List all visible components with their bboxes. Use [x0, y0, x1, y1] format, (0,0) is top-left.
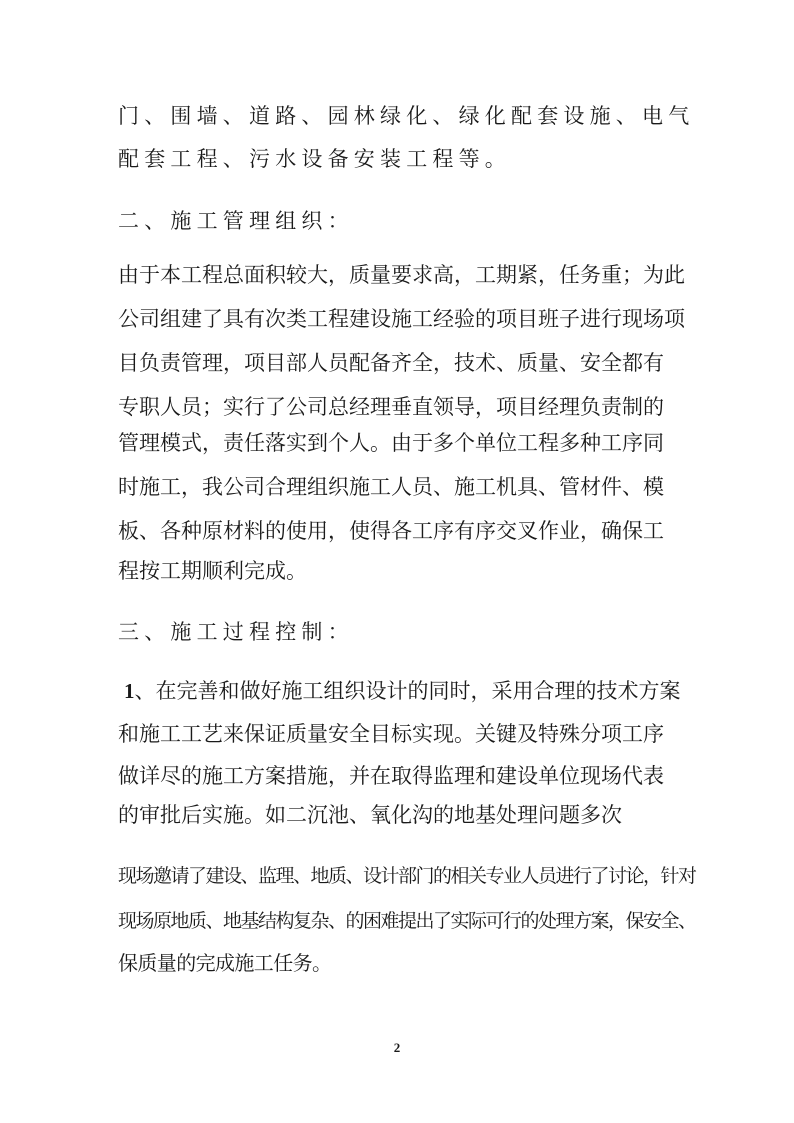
- paragraph-3-line-4: 的审批后实施。如二沉池、氧化沟的地基处理问题多次: [118, 803, 622, 827]
- paragraph-1-line-1: 门、围墙、道路、园林绿化、绿化配套设施、电气: [118, 104, 695, 128]
- page-number: 2: [393, 1040, 401, 1055]
- paragraph-1-line-2: 配套工程、污水设备安装工程等。: [118, 147, 511, 171]
- list-number: 1: [124, 679, 135, 703]
- paragraph-2-line-3: 目负责管理，项目部人员配备齐全，技术、质量、安全都有: [118, 351, 664, 375]
- paragraph-4-line-3: 保质量的完成施工任务。: [118, 951, 332, 975]
- paragraph-2-line-4: 专职人员；实行了公司总经理垂直领导，项目经理负责制的: [118, 395, 664, 419]
- paragraph-2-line-5: 管理模式，责任落实到个人。由于多个单位工程多种工序同: [118, 431, 664, 455]
- paragraph-3-line-3: 做详尽的施工方案措施，并在取得监理和建设单位现场代表: [118, 764, 664, 788]
- paragraph-2-line-6: 时施工，我公司合理组织施工人员、施工机具、管材件、模: [118, 475, 664, 499]
- paragraph-2-line-1: 由于本工程总面积较大，质量要求高，工期紧，任务重；为此: [118, 263, 685, 287]
- paragraph-3-line-1: [124, 677, 681, 705]
- paragraph-2-line-8: 程按工期顺利完成。: [118, 559, 307, 583]
- paragraph-3-line-1-text: 、在完善和做好施工组织设计的同时，采用合理的技术方案: [134, 679, 681, 703]
- section-heading-process-control: 三、施工过程控制：: [118, 620, 354, 644]
- paragraph-3-line-2: 和施工工艺来保证质量安全目标实现。关键及特殊分项工序: [118, 722, 664, 746]
- paragraph-2-line-2: 公司组建了具有次类工程建设施工经验的项目班子进行现场项: [118, 307, 685, 331]
- paragraph-2-line-7: 板、各种原材料的使用，使得各工序有序交叉作业，确保工: [118, 519, 664, 543]
- paragraph-4-line-2: 现场原地质、地基结构复杂、的困难提出了实际可行的处理方案，保安全、: [118, 910, 696, 932]
- paragraph-4-line-1: 现场邀请了建设、监理、地质、设计部门的相关专业人员进行了讨论，针对: [118, 865, 696, 887]
- section-heading-management: 二、施工管理组织：: [118, 209, 354, 233]
